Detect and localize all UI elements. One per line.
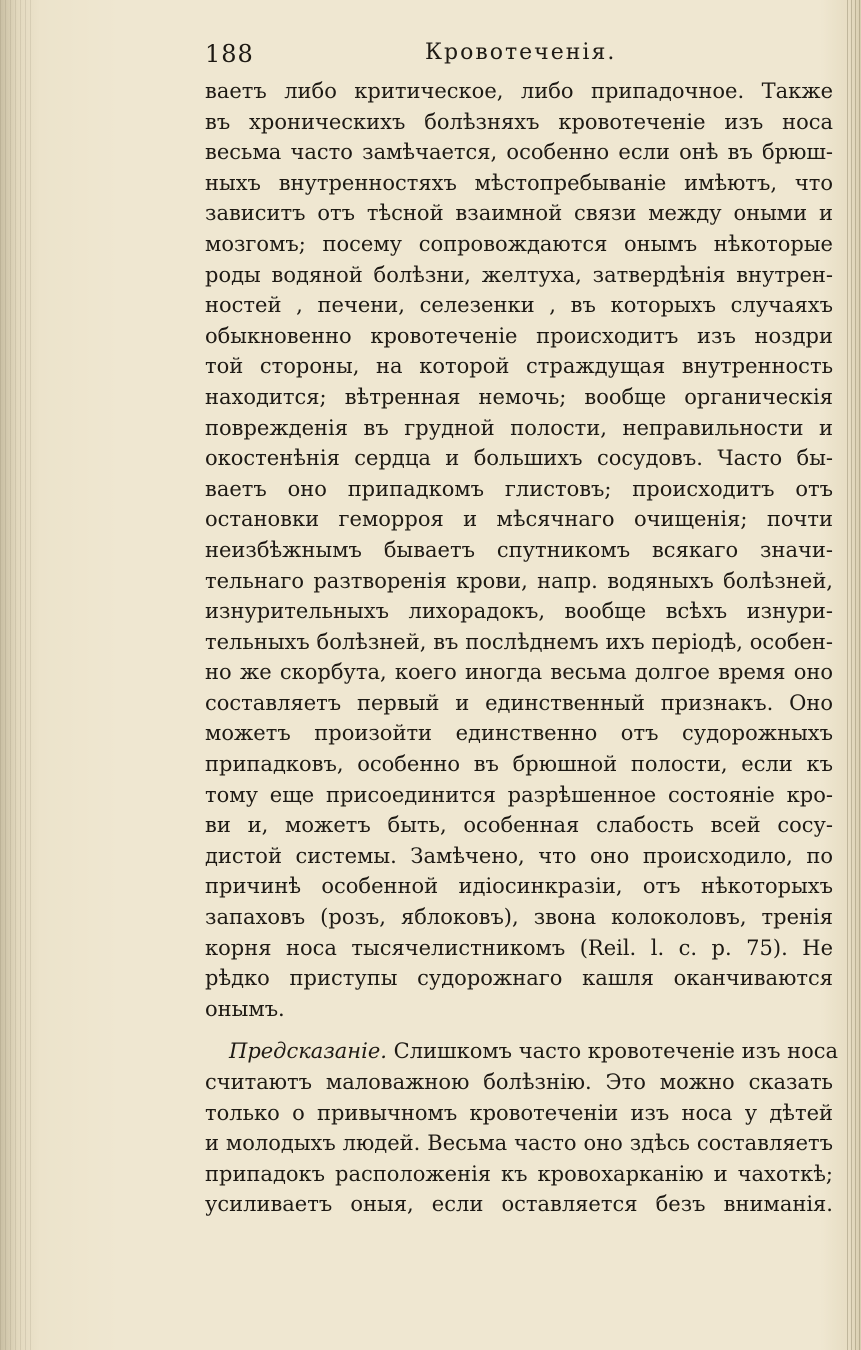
text-line: дистой системы. Замѣчено, что оно происходило, по — [205, 843, 833, 868]
text-line: припадокъ расположенія къ кровохарканію и чахоткѣ; — [205, 1161, 833, 1186]
paragraph-gap — [205, 1024, 833, 1036]
page-gutter-shadow — [0, 0, 34, 1350]
page-header — [205, 40, 645, 70]
text-line: мозгомъ; посему сопровождаются онымъ нѣкоторые — [205, 231, 833, 256]
text-line: тельныхъ болѣзней, въ послѣднемъ ихъ періодѣ, особен- — [205, 629, 833, 654]
text-line: но же скорбута, коего иногда весьма долгое время оно — [205, 660, 833, 685]
text-line: зависитъ отъ тѣсной взаимной связи между оными и — [205, 201, 833, 226]
text-line-rest: Слишкомъ часто кровотеченіе изъ носа — [393, 1039, 839, 1064]
text-line: корня носа тысячелистникомъ (Reil. l. c. p. 75). Не — [205, 935, 833, 960]
text-line: остановки геморроя и мѣсячнаго очищенія; почти — [205, 507, 833, 532]
text-line: ваетъ оно припадкомъ глистовъ; происходитъ отъ — [205, 476, 833, 501]
text-line: запаховъ (розъ, яблоковъ), звона колоколовъ, тренія — [205, 905, 833, 930]
text-line: можетъ произойти единственно отъ судорожныхъ — [205, 721, 833, 746]
text-line: изнурительныхъ лихорадокъ, вообще всѣхъ изнури- — [205, 599, 833, 624]
text-line: окостенѣнія сердца и большихъ сосудовъ. Часто бы- — [205, 446, 833, 471]
text-line: находится; вѣтренная немочь; вообще органическія — [205, 384, 833, 409]
text-line: усиливаетъ оныя, если оставляется безъ вниманія. — [205, 1192, 833, 1217]
text-line: поврежденія въ грудной полости, неправильности и — [205, 415, 833, 440]
text-line: той стороны, на которой страждущая внутренность — [205, 354, 833, 379]
paragraph-2 — [205, 1036, 839, 1220]
text-line: ви и, можетъ быть, особенная слабость всей сосу- — [205, 813, 833, 838]
text-line: тому еще присоединится разрѣшенное состояніе кро- — [205, 782, 833, 807]
text-line: только о привычномъ кровотеченіи изъ носа у дѣтей — [205, 1100, 833, 1125]
text-line: ныхъ внутренностяхъ мѣстопребываніе имѣютъ, что — [205, 170, 833, 195]
text-line: тельнаго разтворенія крови, напр. водяныхъ болѣзней, — [205, 568, 833, 593]
text-line: неизбѣжнымъ бываетъ спутникомъ всякаго значи- — [205, 537, 833, 562]
text-line: причинѣ особенной идіосинкразіи, отъ нѣкоторыхъ — [205, 874, 833, 899]
paragraph-1 — [205, 76, 833, 1024]
text-line: весьма часто замѣчается, особенно если онѣ въ брюш- — [205, 140, 833, 165]
text-line: онымъ. — [205, 996, 285, 1021]
text-line: ваетъ либо критическое, либо припадочное. Также — [205, 79, 833, 103]
text-line: роды водяной болѣзни, желтуха, затвердѣнія внутрен- — [205, 262, 833, 287]
text-line: въ хроническихъ болѣзняхъ кровотеченіе изъ носа — [205, 109, 833, 134]
text-line: обыкновенно кровотеченіе происходитъ изъ ноздри — [205, 323, 833, 348]
text-line: рѣдко приступы судорожнаго кашля оканчиваются — [205, 966, 833, 991]
running-title: Кровотеченія. — [425, 40, 617, 65]
text-line: считаютъ маловажною болѣзнію. Это можно сказать — [205, 1070, 833, 1094]
page-number: 188 — [205, 40, 254, 68]
text-line: ностей , печени, селезенки , въ которыхъ случаяхъ — [205, 293, 833, 318]
section-heading: Предсказаніе. — [229, 1039, 387, 1064]
text-line: составляетъ первый и единственный признакъ. Оно — [205, 690, 833, 715]
page-edge-stack — [847, 0, 861, 1350]
text-line: и молодыхъ людей. Весьма часто оно здѣсь составляетъ — [205, 1131, 833, 1156]
body-text — [205, 76, 839, 1220]
text-line — [205, 1036, 839, 1067]
text-line: припадковъ, особенно въ брюшной полости, если къ — [205, 752, 833, 777]
